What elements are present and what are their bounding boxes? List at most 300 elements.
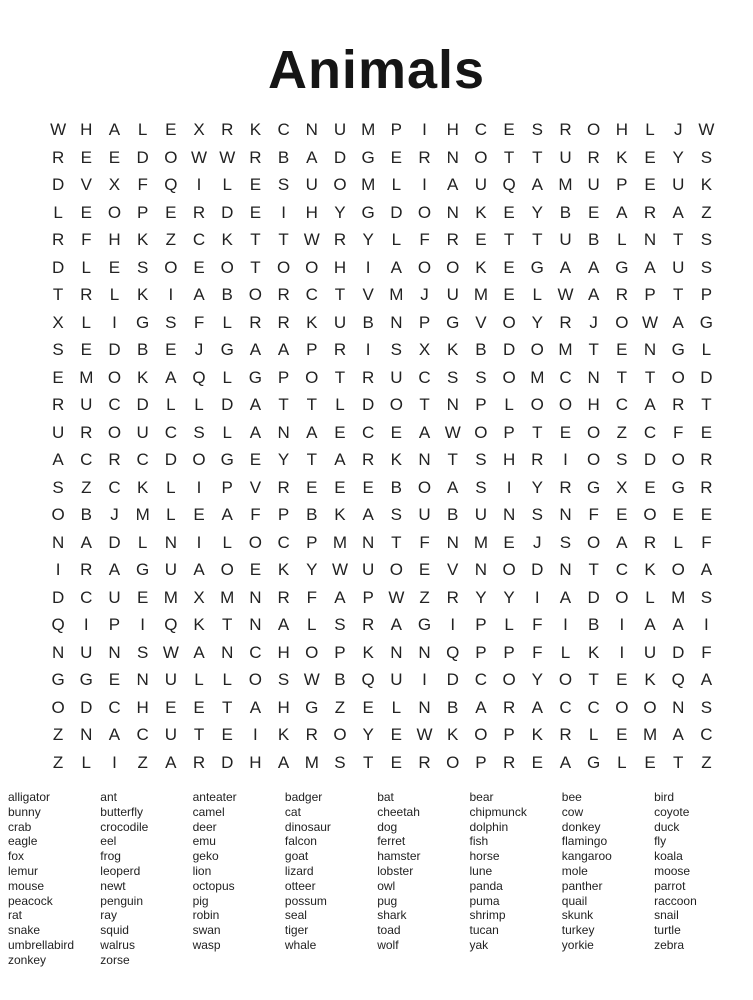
grid-letter: G	[136, 312, 150, 332]
grid-letter: A	[616, 532, 628, 552]
grid-letter: E	[249, 560, 262, 579]
grid-letter: R	[333, 230, 347, 249]
grid-letter: E	[503, 257, 515, 277]
grid-letter: U	[643, 642, 657, 662]
grid-letter: R	[559, 120, 572, 139]
grid-letter: L	[504, 395, 514, 414]
grid-letter: S	[334, 615, 346, 634]
grid-letter: T	[222, 697, 233, 717]
word-item: duck	[654, 819, 680, 834]
word-item: hamster	[377, 849, 421, 864]
grid-letter: M	[558, 175, 573, 194]
grid-letter: M	[79, 367, 94, 387]
grid-letter: C	[362, 422, 375, 442]
grid-letter: H	[615, 120, 628, 139]
grid-letter: E	[193, 697, 205, 717]
grid-letter: U	[587, 175, 600, 194]
grid-letter: V	[249, 477, 262, 497]
grid-letter: A	[672, 725, 684, 744]
letter-grid	[44, 116, 721, 776]
grid-letter: P	[616, 175, 628, 194]
grid-letter: P	[503, 642, 515, 662]
grid-letter: G	[699, 312, 714, 332]
grid-letter: Z	[52, 725, 64, 744]
word-item: newt	[100, 878, 126, 893]
word-item: anteater	[192, 790, 237, 804]
grid-letter: O	[446, 752, 460, 772]
word-item: bear	[469, 790, 494, 804]
grid-letter: A	[80, 532, 92, 552]
grid-letter: W	[50, 120, 67, 139]
grid-letter: D	[390, 202, 403, 222]
grid-letter: K	[390, 450, 403, 469]
grid-letter: L	[701, 340, 712, 359]
word-item: toad	[377, 923, 401, 938]
grid-letter: A	[559, 752, 572, 772]
word-item: goat	[284, 849, 309, 864]
word-item: parrot	[654, 878, 686, 893]
grid-letter: N	[221, 642, 234, 662]
grid-letter: G	[220, 340, 234, 359]
grid-letter: I	[422, 670, 427, 689]
grid-letter: R	[700, 477, 713, 497]
grid-letter: B	[390, 477, 403, 497]
grid-letter: E	[644, 147, 656, 167]
grid-letter: O	[220, 560, 234, 579]
grid-letter: Y	[306, 560, 318, 579]
grid-letter: T	[52, 285, 64, 304]
grid-letter: O	[530, 395, 544, 414]
word-item: koala	[654, 849, 683, 864]
grid-letter: O	[474, 725, 488, 744]
grid-letter: K	[334, 505, 346, 524]
grid-letter: J	[420, 285, 429, 304]
grid-letter: E	[249, 450, 262, 469]
grid-letter: K	[447, 340, 459, 359]
grid-letter: G	[361, 202, 375, 222]
grid-letter: S	[165, 312, 177, 332]
grid-letter: E	[644, 477, 656, 497]
grid-letter: D	[108, 532, 121, 552]
grid-letter: E	[334, 422, 346, 442]
grid-letter: E	[503, 285, 515, 304]
grid-letter: G	[446, 312, 460, 332]
grid-letter: T	[278, 230, 289, 249]
grid-letter: F	[532, 642, 543, 662]
grid-letter: L	[645, 120, 655, 139]
grid-letter: F	[701, 532, 712, 552]
grid-letter: U	[474, 505, 488, 524]
grid-letter: P	[277, 505, 290, 524]
word-item: deer	[192, 819, 217, 834]
grid-letter: A	[672, 202, 684, 222]
grid-letter: M	[642, 725, 658, 744]
grid-letter: L	[166, 477, 176, 497]
grid-letter: B	[221, 285, 233, 304]
grid-letter: F	[250, 505, 261, 524]
grid-letter: U	[164, 560, 177, 579]
grid-letter: T	[588, 340, 599, 359]
word-item: zonkey	[8, 952, 47, 967]
grid-letter: S	[475, 450, 487, 469]
grid-letter: O	[417, 477, 432, 497]
grid-letter: O	[417, 202, 432, 222]
word-item: quail	[561, 893, 588, 908]
grid-letter: H	[333, 257, 347, 277]
grid-letter: P	[700, 285, 713, 304]
grid-letter: O	[474, 147, 488, 167]
grid-letter: C	[164, 422, 177, 442]
grid-letter: D	[221, 395, 234, 414]
grid-letter: I	[196, 477, 202, 497]
grid-letter: I	[168, 285, 174, 304]
grid-letter: O	[276, 257, 291, 277]
grid-letter: H	[136, 697, 149, 717]
grid-letter: U	[559, 230, 572, 249]
word-item: emu	[192, 834, 216, 849]
word-column	[285, 790, 377, 968]
grid-letter: A	[447, 175, 459, 194]
grid-letter: N	[643, 230, 657, 249]
grid-letter: K	[277, 560, 290, 579]
grid-letter: P	[362, 587, 374, 607]
grid-letter: A	[559, 257, 572, 277]
word-item: robin	[192, 908, 220, 923]
grid-letter: L	[194, 395, 204, 414]
grid-letter: R	[446, 230, 459, 249]
grid-letter: A	[587, 285, 600, 304]
grid-letter: R	[51, 230, 65, 249]
grid-letter: H	[108, 230, 121, 249]
grid-letter: A	[249, 422, 262, 442]
grid-letter: C	[136, 725, 149, 744]
grid-letter: Q	[164, 615, 178, 634]
grid-letter: T	[193, 725, 205, 744]
grid-letter: D	[51, 587, 65, 607]
grid-letter: W	[444, 422, 461, 442]
grid-letter: X	[193, 587, 205, 607]
grid-letter: L	[109, 285, 120, 304]
word-item: geko	[192, 849, 219, 864]
grid-letter: A	[306, 147, 318, 167]
grid-letter: E	[475, 230, 487, 249]
grid-letter: O	[389, 560, 403, 579]
grid-letter: S	[277, 175, 290, 194]
grid-letter: R	[277, 587, 290, 607]
word-item: bee	[561, 790, 582, 804]
grid-letter: O	[51, 697, 65, 717]
grid-letter: N	[446, 147, 459, 167]
word-column	[469, 790, 561, 968]
grid-letter: X	[108, 175, 121, 194]
grid-letter: N	[249, 615, 262, 634]
grid-letter: Z	[334, 697, 346, 717]
grid-letter: M	[332, 532, 348, 552]
grid-letter: R	[362, 367, 375, 387]
word-item: frog	[100, 849, 121, 864]
grid-letter: M	[220, 587, 235, 607]
grid-letter: I	[140, 615, 146, 634]
grid-letter: D	[333, 147, 347, 167]
word-item: horse	[469, 849, 500, 864]
grid-letter: L	[391, 230, 402, 249]
grid-letter: G	[220, 450, 234, 469]
grid-letter: T	[250, 230, 261, 249]
grid-letter: L	[166, 505, 176, 524]
grid-letter: G	[587, 477, 601, 497]
grid-letter: S	[700, 147, 713, 167]
grid-letter: O	[502, 560, 516, 579]
word-column	[562, 790, 654, 968]
word-item: fox	[8, 849, 25, 864]
grid-letter: L	[391, 175, 402, 194]
grid-letter: E	[390, 422, 403, 442]
grid-letter: S	[136, 642, 149, 662]
word-item: butterfly	[100, 804, 143, 819]
grid-letter: L	[504, 615, 514, 634]
word-item: mouse	[8, 878, 45, 893]
word-item: yak	[469, 937, 489, 952]
grid-letter: T	[391, 532, 402, 552]
grid-letter: W	[303, 670, 320, 689]
grid-letter: D	[700, 367, 713, 387]
grid-letter: U	[136, 422, 149, 442]
grid-letter: R	[418, 147, 431, 167]
grid-letter: E	[108, 670, 121, 689]
grid-letter: R	[192, 752, 206, 772]
grid-letter: I	[563, 450, 568, 469]
word-item: camel	[192, 804, 225, 819]
grid-letter: W	[303, 230, 320, 249]
grid-letter: C	[418, 367, 431, 387]
grid-letter: O	[558, 395, 573, 414]
word-item: wolf	[377, 937, 399, 952]
grid-letter: A	[587, 257, 600, 277]
grid-letter: O	[643, 697, 657, 717]
grid-letter: R	[672, 395, 685, 414]
grid-letter: O	[164, 147, 178, 167]
grid-letter: E	[390, 752, 403, 772]
grid-letter: C	[643, 422, 657, 442]
grid-letter: T	[306, 395, 317, 414]
grid-letter: N	[559, 505, 572, 524]
grid-letter: Y	[531, 477, 543, 497]
grid-letter: Q	[446, 642, 460, 662]
grid-letter: E	[165, 202, 177, 222]
grid-letter: E	[193, 257, 205, 277]
grid-letter: I	[112, 312, 117, 332]
word-column	[100, 790, 192, 968]
grid-letter: L	[617, 752, 627, 772]
word-column	[8, 790, 100, 968]
grid-letter: D	[51, 257, 65, 277]
word-item: panther	[561, 878, 603, 893]
grid-letter: O	[671, 367, 685, 387]
grid-letter: D	[221, 202, 234, 222]
grid-letter: E	[362, 477, 374, 497]
grid-letter: L	[222, 367, 232, 387]
grid-letter: K	[644, 560, 656, 579]
grid-letter: O	[107, 422, 122, 442]
grid-letter: B	[475, 340, 487, 359]
grid-letter: N	[643, 340, 657, 359]
grid-letter: O	[587, 120, 601, 139]
grid-letter: A	[559, 587, 572, 607]
grid-letter: P	[475, 642, 487, 662]
grid-letter: E	[193, 505, 205, 524]
grid-letter: G	[417, 615, 432, 634]
grid-letter: R	[587, 147, 600, 167]
grid-letter: U	[446, 285, 459, 304]
grid-letter: R	[51, 147, 65, 167]
grid-letter: C	[474, 670, 488, 689]
grid-letter: S	[475, 477, 487, 497]
grid-letter: K	[277, 725, 290, 744]
grid-letter: U	[333, 120, 347, 139]
grid-letter: N	[446, 532, 459, 552]
grid-letter: E	[390, 725, 403, 744]
grid-letter: N	[559, 560, 572, 579]
grid-letter: Z	[52, 752, 64, 772]
word-item: kangaroo	[561, 849, 612, 864]
grid-letter: D	[136, 147, 149, 167]
grid-letter: N	[164, 532, 177, 552]
grid-letter: T	[222, 615, 233, 634]
grid-letter: T	[334, 367, 346, 387]
word-item: panda	[469, 878, 503, 893]
word-item: badger	[284, 790, 323, 804]
grid-letter: O	[558, 670, 573, 689]
grid-letter: E	[587, 202, 600, 222]
grid-letter: T	[250, 257, 261, 277]
grid-letter: M	[558, 340, 573, 359]
grid-letter: A	[193, 560, 205, 579]
word-item: flamingo	[561, 834, 608, 849]
grid-letter: C	[587, 697, 600, 717]
grid-letter: K	[616, 147, 628, 167]
grid-letter: R	[559, 725, 572, 744]
grid-letter: U	[305, 175, 318, 194]
grid-letter: E	[221, 725, 233, 744]
grid-letter: F	[419, 532, 430, 552]
grid-letter: G	[615, 257, 629, 277]
grid-letter: D	[362, 395, 375, 414]
word-item: lion	[192, 863, 212, 878]
grid-letter: Y	[362, 230, 374, 249]
grid-letter: T	[334, 285, 346, 304]
word-item: penguin	[100, 893, 144, 908]
word-item: ray	[100, 908, 117, 923]
grid-letter: B	[587, 230, 600, 249]
grid-letter: Z	[419, 587, 430, 607]
grid-letter: A	[249, 697, 262, 717]
grid-letter: L	[588, 725, 599, 744]
grid-letter: Y	[334, 202, 346, 222]
grid-letter: R	[249, 312, 262, 332]
grid-letter: F	[193, 312, 205, 332]
grid-letter: R	[192, 202, 206, 222]
grid-letter: S	[475, 367, 487, 387]
word-item: pug	[377, 893, 398, 908]
grid-letter: Y	[362, 725, 374, 744]
grid-letter: D	[51, 175, 65, 194]
grid-letter: S	[700, 257, 713, 277]
grid-letter: O	[587, 422, 601, 442]
grid-letter: C	[700, 725, 713, 744]
grid-letter: S	[700, 697, 713, 717]
grid-letter: E	[249, 175, 262, 194]
grid-letter: D	[136, 395, 149, 414]
grid-letter: S	[52, 477, 64, 497]
grid-letter: R	[559, 477, 572, 497]
grid-letter: E	[334, 477, 346, 497]
grid-letter: E	[503, 532, 515, 552]
grid-letter: A	[672, 615, 684, 634]
grid-letter: O	[502, 367, 516, 387]
grid-letter: N	[502, 505, 516, 524]
grid-letter: F	[532, 615, 543, 634]
grid-letter: O	[305, 367, 319, 387]
grid-letter: K	[587, 642, 600, 662]
grid-letter: U	[164, 725, 177, 744]
grid-letter: O	[615, 312, 629, 332]
grid-letter: B	[587, 615, 600, 634]
grid-letter: U	[333, 312, 347, 332]
grid-letter: O	[671, 450, 685, 469]
grid-letter: T	[673, 230, 684, 249]
grid-letter: E	[136, 587, 149, 607]
grid-letter: B	[277, 147, 290, 167]
grid-letter: L	[307, 615, 317, 634]
grid-letter: W	[331, 560, 348, 579]
grid-letter: C	[80, 587, 93, 607]
grid-letter: D	[221, 752, 234, 772]
grid-letter: J	[589, 312, 598, 332]
grid-letter: O	[333, 175, 347, 194]
grid-letter: N	[51, 532, 65, 552]
grid-letter: W	[642, 312, 659, 332]
grid-letter: Z	[701, 202, 712, 222]
grid-letter: T	[306, 450, 317, 469]
word-item: mole	[561, 863, 588, 878]
grid-letter: L	[645, 587, 655, 607]
grid-letter: K	[475, 257, 487, 277]
grid-letter: L	[222, 670, 232, 689]
grid-letter: C	[615, 395, 628, 414]
grid-letter: H	[80, 120, 93, 139]
grid-letter: E	[80, 202, 92, 222]
grid-letter: L	[222, 422, 232, 442]
grid-letter: O	[305, 257, 319, 277]
word-item: lobster	[377, 863, 414, 878]
word-item: wasp	[192, 937, 221, 952]
word-item: bird	[654, 790, 675, 804]
grid-letter: E	[306, 477, 318, 497]
grid-letter: G	[248, 367, 263, 387]
grid-letter: T	[503, 230, 515, 249]
grid-letter: T	[362, 752, 374, 772]
grid-letter: K	[136, 230, 149, 249]
grid-letter: U	[362, 560, 375, 579]
grid-letter: O	[333, 725, 347, 744]
grid-letter: L	[53, 202, 63, 222]
grid-letter: C	[305, 285, 318, 304]
grid-letter: C	[615, 560, 628, 579]
grid-letter: E	[503, 120, 515, 139]
grid-letter: M	[361, 175, 376, 194]
grid-letter: Y	[531, 670, 543, 689]
grid-letter: U	[418, 505, 431, 524]
